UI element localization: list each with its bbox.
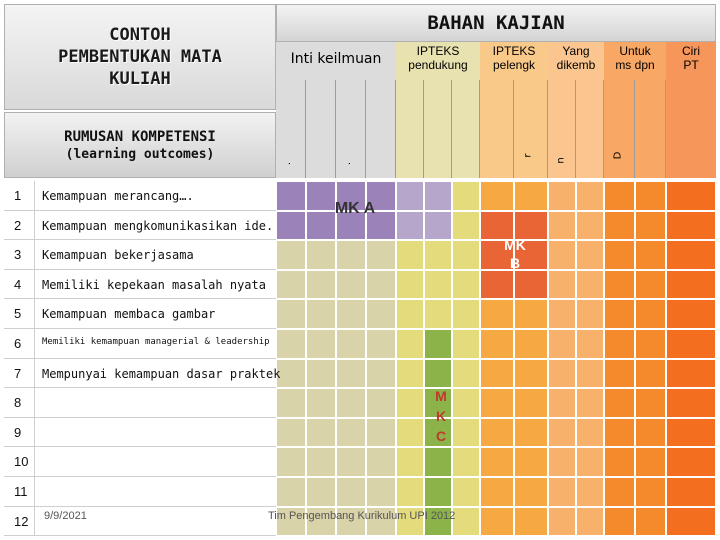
row-separator <box>34 507 35 537</box>
grid-cell <box>480 418 514 448</box>
header-divider <box>452 80 480 178</box>
grid-cell <box>424 359 452 389</box>
grid-cell <box>480 507 514 537</box>
col-yang-label: Yang dikemb <box>556 44 596 72</box>
grid-cell <box>576 329 604 359</box>
row-separator <box>34 240 35 270</box>
grid-cell <box>514 507 548 537</box>
grid-cell <box>452 447 480 477</box>
column-stub: . <box>342 161 354 166</box>
grid-cell <box>666 211 716 241</box>
grid-cell <box>336 388 366 418</box>
grid-cell <box>514 270 548 300</box>
grid-cell <box>666 329 716 359</box>
grid-cell <box>396 418 424 448</box>
grid-cell <box>604 359 635 389</box>
grid-cell <box>396 329 424 359</box>
header-divider <box>366 80 396 178</box>
grid-cell <box>424 181 452 211</box>
grid-cell <box>635 329 666 359</box>
grid-cell <box>366 447 396 477</box>
grid-cell <box>366 329 396 359</box>
grid-cell <box>480 447 514 477</box>
row-number-box <box>4 477 276 507</box>
grid-cell <box>276 181 306 211</box>
title-box <box>4 4 276 110</box>
grid-cell <box>452 240 480 270</box>
grid-cell <box>396 388 424 418</box>
grid-cell <box>548 388 576 418</box>
grid-cell <box>276 418 306 448</box>
grid-cell <box>666 477 716 507</box>
header-divider <box>306 80 336 178</box>
grid-cell <box>604 477 635 507</box>
row-number: 7 <box>14 365 22 381</box>
header-divider <box>576 80 604 178</box>
grid-cell <box>396 359 424 389</box>
column-stub: n <box>555 157 567 164</box>
grid-cell <box>514 329 548 359</box>
row-separator <box>34 359 35 389</box>
grid-cell <box>480 477 514 507</box>
grid-cell <box>635 270 666 300</box>
grid-cell <box>604 447 635 477</box>
mk-a-label: MK A <box>334 200 376 217</box>
grid-cell <box>276 270 306 300</box>
grid-cell <box>336 270 366 300</box>
grid-cell <box>276 211 306 241</box>
competency-label: Kemampuan merancang…. <box>42 189 194 203</box>
grid-cell <box>306 240 336 270</box>
grid-cell <box>604 211 635 241</box>
grid-cell <box>604 299 635 329</box>
grid-cell <box>396 240 424 270</box>
column-stub: r <box>522 153 534 158</box>
row-separator <box>34 270 35 300</box>
grid-cell <box>548 447 576 477</box>
grid-cell <box>514 359 548 389</box>
row-number: 5 <box>14 306 22 322</box>
grid-cell <box>548 418 576 448</box>
row-number: 4 <box>14 276 22 292</box>
grid-cell <box>548 211 576 241</box>
grid-cell <box>604 329 635 359</box>
grid-cell <box>576 477 604 507</box>
grid-cell <box>548 329 576 359</box>
grid-cell <box>480 181 514 211</box>
competency-label: Kemampuan mengkomunikasikan ide. <box>42 218 274 233</box>
row-number: 11 <box>14 484 28 499</box>
grid-cell <box>604 240 635 270</box>
grid-cell <box>306 447 336 477</box>
grid-cell <box>452 211 480 241</box>
grid-cell <box>396 299 424 329</box>
row-separator <box>34 388 35 418</box>
grid-cell <box>424 477 452 507</box>
mk-c-label: M K C <box>435 388 447 444</box>
column-stub: D <box>612 151 624 160</box>
rumusan-box <box>4 112 276 178</box>
row-separator <box>34 181 35 211</box>
grid-cell <box>306 477 336 507</box>
page-title: CONTOH PEMBENTUKAN MATA KULIAH <box>58 25 222 89</box>
competency-label: Kemampuan bekerjasama <box>42 248 194 263</box>
grid-cell <box>452 359 480 389</box>
grid-cell <box>366 240 396 270</box>
grid-cell <box>336 329 366 359</box>
footer-date: 9/9/2021 <box>44 510 87 522</box>
grid-cell <box>276 329 306 359</box>
grid-cell <box>576 240 604 270</box>
competency-label: Mempunyai kemampuan dasar praktek <box>42 366 281 381</box>
column-stub: . <box>282 161 294 166</box>
row-number: 6 <box>14 336 22 351</box>
row-separator <box>34 299 35 329</box>
grid-cell <box>276 299 306 329</box>
row-separator <box>34 477 35 507</box>
grid-cell <box>514 388 548 418</box>
grid-cell <box>306 418 336 448</box>
col-ciri-label: Ciri PT <box>682 44 700 72</box>
grid-cell <box>576 299 604 329</box>
grid-cell <box>666 507 716 537</box>
row-number-box <box>4 388 276 418</box>
grid-cell <box>576 270 604 300</box>
grid-cell <box>366 299 396 329</box>
grid-cell <box>514 477 548 507</box>
grid-cell <box>666 299 716 329</box>
grid-cell <box>424 329 452 359</box>
grid-cell <box>424 447 452 477</box>
grid-cell <box>514 181 548 211</box>
grid-cell <box>306 359 336 389</box>
rumusan-title: RUMUSAN KOMPETENSI <box>64 129 216 145</box>
col-inti-label: Inti keilmuan <box>290 51 382 67</box>
grid-cell <box>424 211 452 241</box>
header-divider <box>604 80 635 178</box>
grid-cell <box>604 388 635 418</box>
grid-cell <box>366 388 396 418</box>
grid-cell <box>276 359 306 389</box>
grid-cell <box>306 270 336 300</box>
grid-cell <box>424 270 452 300</box>
grid-cell <box>336 477 366 507</box>
grid-cell <box>276 388 306 418</box>
grid-cell <box>366 270 396 300</box>
grid-cell <box>452 181 480 211</box>
grid-cell <box>336 447 366 477</box>
grid-cell <box>635 181 666 211</box>
grid-cell <box>604 418 635 448</box>
grid-cell <box>276 240 306 270</box>
grid-cell <box>424 299 452 329</box>
grid-cell <box>635 447 666 477</box>
grid-cell <box>336 240 366 270</box>
row-number: 1 <box>14 188 22 203</box>
grid-cell <box>666 181 716 211</box>
grid-cell <box>276 447 306 477</box>
competency-label: Memiliki kepekaan masalah nyata <box>42 277 266 292</box>
grid-cell <box>480 299 514 329</box>
grid-cell <box>666 418 716 448</box>
col-untuk-label: Untuk ms dpn <box>615 44 655 72</box>
header-divider <box>635 80 666 178</box>
grid-cell <box>514 447 548 477</box>
header-divider <box>480 80 514 178</box>
grid-cell <box>666 270 716 300</box>
grid-cell <box>396 181 424 211</box>
grid-cell <box>635 418 666 448</box>
grid-cell <box>635 211 666 241</box>
header-divider <box>514 80 548 178</box>
row-number: 10 <box>14 454 29 470</box>
header-divider <box>424 80 452 178</box>
grid-cell <box>514 418 548 448</box>
bahan-kajian-header: BAHAN KAJIAN <box>276 4 716 42</box>
grid-cell <box>635 388 666 418</box>
row-number: 3 <box>14 247 22 263</box>
grid-cell <box>666 388 716 418</box>
grid-cell <box>666 447 716 477</box>
grid-cell <box>576 507 604 537</box>
grid-cell <box>366 359 396 389</box>
grid-cell <box>576 359 604 389</box>
grid-cell <box>576 418 604 448</box>
row-number: 12 <box>14 513 29 529</box>
row-separator <box>34 211 35 241</box>
grid-cell <box>306 329 336 359</box>
grid-cell <box>424 240 452 270</box>
grid-cell <box>576 211 604 241</box>
row-separator <box>34 447 35 477</box>
grid-cell <box>548 240 576 270</box>
grid-cell <box>396 447 424 477</box>
col-pendukung-label: IPTEKS pendukung <box>408 44 468 72</box>
rumusan-subtitle: (learning outcomes) <box>65 147 215 162</box>
row-number: 9 <box>14 424 22 440</box>
row-number-box <box>4 447 276 477</box>
grid-cell <box>366 477 396 507</box>
grid-cell <box>336 299 366 329</box>
grid-cell <box>635 359 666 389</box>
grid-cell <box>576 447 604 477</box>
grid-cell <box>452 270 480 300</box>
grid-cell <box>480 359 514 389</box>
grid-cell <box>548 477 576 507</box>
mk-b-label: MK B <box>504 237 526 271</box>
grid-cell <box>276 477 306 507</box>
grid-cell <box>635 477 666 507</box>
grid-cell <box>604 181 635 211</box>
grid-cell <box>336 418 366 448</box>
row-number: 8 <box>14 395 22 411</box>
grid-cell <box>366 418 396 448</box>
col-pelengkap-label: IPTEKS pelengk <box>492 44 536 72</box>
grid-cell <box>514 299 548 329</box>
grid-cell <box>548 507 576 537</box>
grid-cell <box>396 211 424 241</box>
header-divider <box>396 80 424 178</box>
grid-cell <box>396 477 424 507</box>
grid-cell <box>576 181 604 211</box>
grid-cell <box>548 181 576 211</box>
grid-cell <box>604 507 635 537</box>
grid-cell <box>306 388 336 418</box>
competency-label: Kemampuan membaca gambar <box>42 307 216 322</box>
grid-cell <box>396 270 424 300</box>
grid-cell <box>480 388 514 418</box>
competency-label: Memiliki kemampuan managerial & leadership <box>42 337 270 347</box>
footer-credit: Tim Pengembang Kurikulum UPI 2012 <box>268 510 456 522</box>
grid-cell <box>635 240 666 270</box>
row-number-box <box>4 418 276 448</box>
row-separator <box>34 418 35 448</box>
grid-cell <box>635 507 666 537</box>
grid-cell <box>548 359 576 389</box>
grid-cell <box>604 270 635 300</box>
grid-cell <box>306 299 336 329</box>
grid-cell <box>480 329 514 359</box>
grid-cell <box>635 299 666 329</box>
grid-cell <box>576 388 604 418</box>
grid-cell <box>336 359 366 389</box>
row-separator <box>34 329 35 359</box>
grid-cell <box>666 359 716 389</box>
grid-cell <box>548 299 576 329</box>
grid-cell <box>480 270 514 300</box>
grid-cell <box>452 329 480 359</box>
grid-cell <box>548 270 576 300</box>
row-number: 2 <box>14 217 22 233</box>
grid-cell <box>666 240 716 270</box>
grid-cell <box>452 299 480 329</box>
grid-cell <box>452 507 480 537</box>
grid-cell <box>452 477 480 507</box>
